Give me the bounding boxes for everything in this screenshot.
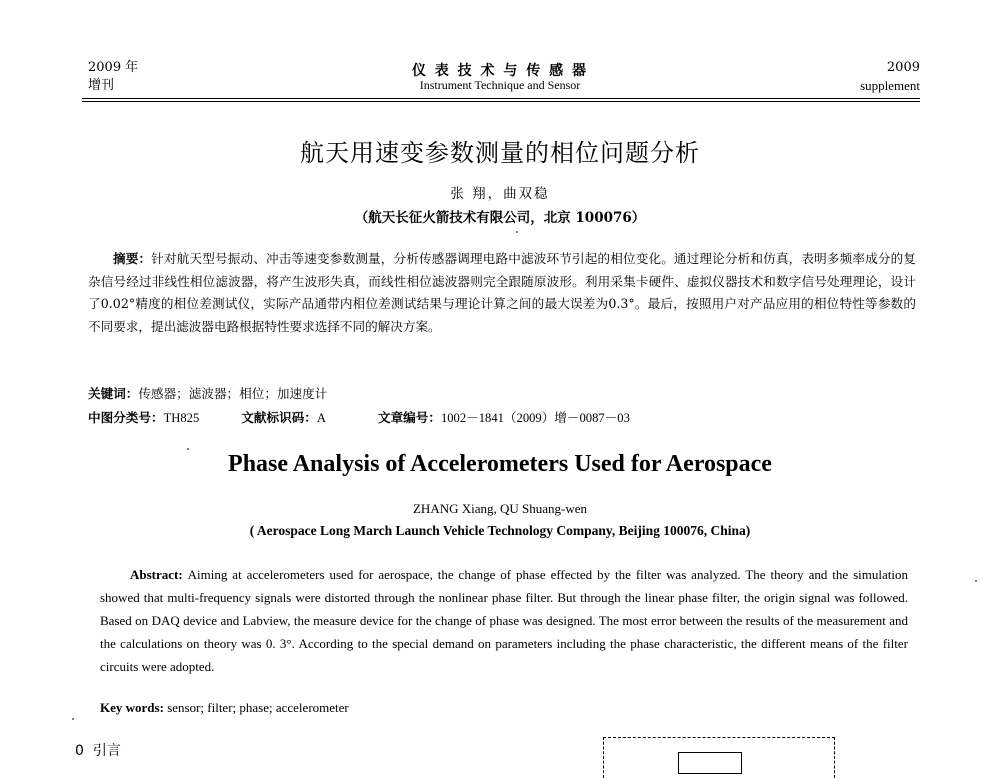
- doc-code-value: A: [316, 411, 326, 425]
- affiliation-cn: （航天长征火箭技术有限公司，北京 100076）: [354, 210, 646, 226]
- section-number: 0: [75, 743, 84, 759]
- clc-value: TH825: [163, 411, 200, 425]
- keywords-en-text: sensor; filter; phase; accelerometer: [167, 700, 349, 715]
- affiliation-en: ( Aerospace Long March Launch Vehicle Technology Company, Beijing 100076, China): [249, 523, 751, 538]
- scan-speck: [975, 580, 977, 582]
- journal-title-cn: 仪 表 技 术 与 传 感 器: [411, 63, 589, 79]
- authors-cn: 张 翔，曲双稳: [450, 186, 550, 202]
- article-no-value: 1002－1841（2009）增－0087－03: [440, 411, 630, 425]
- scan-speck: [516, 231, 518, 233]
- keywords-cn-label: 关键词：: [88, 386, 139, 401]
- section-title: 引言: [92, 743, 121, 759]
- scan-speck: [187, 448, 189, 450]
- header-year-en: 2009: [886, 60, 920, 75]
- header-issue-cn: 增刊: [88, 78, 115, 93]
- abstract-cn: [88, 248, 916, 338]
- scan-speck: [72, 718, 74, 720]
- keywords-cn: [88, 383, 916, 406]
- abstract-en-label: Abstract: [130, 567, 179, 582]
- keywords-cn-text: 传感器；滤波器；相位；加速度计: [138, 386, 328, 401]
- keywords-en-label: Key words: [100, 700, 160, 715]
- paper-title-cn: 航天用速变参数测量的相位问题分析: [300, 139, 700, 167]
- header-rule-thin: [82, 101, 920, 102]
- doc-code-label: 文献标识码：: [241, 410, 317, 425]
- keywords-en: Key words: sensor; filter; phase; accelerometer: [100, 700, 349, 715]
- abstract-en: Abstract: Aiming at accelerometers used for aerospace, the change of phase effected by the filter was analyzed. The theory and the simulation showed that multi-frequency signals were distorted through the nonlinear phase filter. But through the linear phase filter, the origin signal was followed. Based on DAQ device and Labview, the measure device for the change of phase was designed. The most error between the results of the measurement and the calculations on theory was 0. 3°. According to the special demand on parameters including the phase characteristic, the different means of the filter circuits were adopted.: [100, 567, 908, 674]
- header-rule: [82, 98, 920, 99]
- article-no-label: 文章编号：: [377, 410, 441, 425]
- header-year-cn: 2009 年: [88, 60, 139, 75]
- abstract-cn-text: 针对航天型号振动、冲击等速变参数测量，分析传感器调理电路中滤波环节引起的相位变化。通过理论分析和仿真，表明多频率成分的复杂信号经过非线性相位滤波器，将产生波形失真，而线性相位滤波器则完全跟随原波形。利用采集卡硬件、虚拟仪器技术和数字信号处理理论，设计了0.02°精度的相位差测试仪，实际产品通带内相位差测试结果与理论计算之间的最大误差为0.3°。最后，按照用户对产品应用的相位特性等参数的不同要求，提出滤波器电路根据特性要求选择不同的解决方案。: [88, 251, 917, 334]
- abstract-cn-label: 摘要：: [113, 251, 152, 266]
- classification-row: [88, 407, 916, 430]
- authors-en: ZHANG Xiang, QU Shuang-wen: [412, 501, 588, 516]
- figure-inner-block: [678, 752, 742, 774]
- section-heading: [75, 740, 121, 760]
- clc-label: 中图分类号：: [88, 410, 164, 425]
- paper-title-en: Phase Analysis of Accelerometers Used for Aerospace: [228, 451, 772, 477]
- journal-title-en: Instrument Technique and Sensor: [419, 78, 581, 92]
- abstract-en-text: Aiming at accelerometers used for aerospace, the change of phase effected by the filter was analyzed. The theory and the simulation showed that multi-frequency signals were distorted through the nonlinear phase filter. But through the linear phase filter, the origin signal was followed. Based on DAQ device and Labview, the measure device for the change of phase was designed. The most error between the results of the measurement and the calculations on theory was 0. 3°. According to the special demand on parameters including the phase characteristic, the different means of the filter circuits were adopted.: [100, 567, 908, 674]
- header-issue-en: supplement: [860, 78, 920, 93]
